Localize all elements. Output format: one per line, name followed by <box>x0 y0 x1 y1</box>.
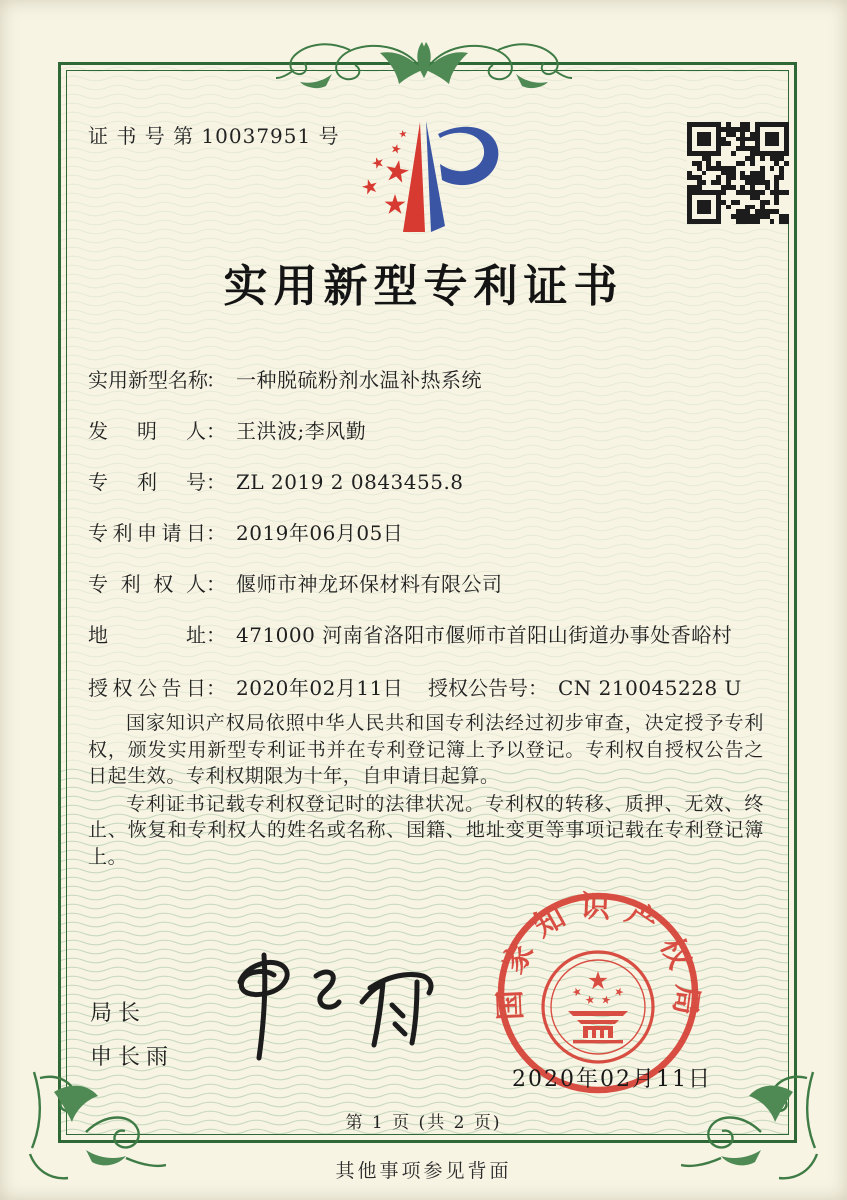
field-value: 2019年06月05日 <box>236 521 404 545</box>
field-row-patentee <box>88 568 503 597</box>
field-label: 地址 <box>88 623 206 647</box>
field-colon: ： <box>206 368 226 392</box>
field-row-filing-date <box>88 517 403 546</box>
logo-red-wedge <box>403 122 425 232</box>
page-number: 第 1 页 (共 2 页) <box>345 1113 502 1133</box>
field-value: 偃师市神龙环保材料有限公司 <box>236 572 503 596</box>
certificate-number: 证 书 号 第 10037951 号 <box>88 124 340 148</box>
field-value: 王洪波;李风勤 <box>236 419 367 443</box>
field-colon: ： <box>206 419 226 443</box>
field-value: 一种脱硫粉剂水温补热系统 <box>236 368 482 392</box>
field-row-grant-date <box>88 672 742 701</box>
signature-handwriting <box>212 948 442 1066</box>
field-value: CN 210045228 U <box>558 676 742 700</box>
qr-code <box>687 122 789 224</box>
legal-text <box>88 710 764 871</box>
field-colon: ： <box>528 676 548 700</box>
field-row-patent-number <box>88 466 464 495</box>
field-colon: ： <box>206 623 226 647</box>
field-label: 授权公告号 <box>428 676 528 700</box>
back-side-note: 其他事项参见背面 <box>335 1160 512 1182</box>
logo-stars <box>361 129 411 213</box>
seal-national-emblem <box>543 952 653 1062</box>
field-value: 2020年02月11日 <box>236 676 404 700</box>
field-row-inventor <box>88 415 366 444</box>
field-label: 实用新型名称 <box>88 368 208 392</box>
field-row-utility-name <box>88 364 482 393</box>
field-label: 授权公告日 <box>88 676 206 700</box>
legal-paragraph-2: 专利证书记载专利权登记时的法律状况。专利权的转移、质押、无效、终止、恢复和专利权人的姓名或名称、国籍、地址变更等事项记载在专利登记簿上。 <box>88 792 764 868</box>
signatory-block <box>90 992 174 1080</box>
legal-paragraph-1: 国家知识产权局依照中华人民共和国专利法经过初步审查，决定授予专利权，颁发实用新型专利证书并在专利登记簿上予以登记。专利权自授权公告之日起生效。专利权期限为十年，自申请日起算。 <box>88 712 764 787</box>
seal-text: 国家知识产权局 <box>492 889 705 1030</box>
field-label: 发明人 <box>88 419 206 443</box>
signatory-title: 局长 <box>90 1001 147 1026</box>
field-label: 专利申请日 <box>88 521 206 545</box>
field-colon: ： <box>206 572 226 596</box>
field-label: 专利权人 <box>88 572 206 596</box>
cnipa-logo <box>346 108 511 243</box>
field-value: ZL 2019 2 0843455.8 <box>236 470 464 494</box>
field-colon: ： <box>206 470 226 494</box>
certificate-title: 实用新型专利证书 <box>223 261 624 312</box>
field-row-address <box>88 619 732 648</box>
field-label: 专利号 <box>88 470 206 494</box>
field-value: 471000 河南省洛阳市偃师市首阳山街道办事处香峪村 <box>236 623 733 647</box>
signatory-name: 申长雨 <box>90 1045 175 1070</box>
field-colon: ： <box>206 521 226 545</box>
logo-blue-p <box>438 127 498 185</box>
seal-date: 2020年02月11日 <box>512 1067 712 1092</box>
field-grant-publication <box>428 672 742 701</box>
field-colon: ： <box>206 676 226 700</box>
top-flourish-ornament <box>276 30 572 100</box>
